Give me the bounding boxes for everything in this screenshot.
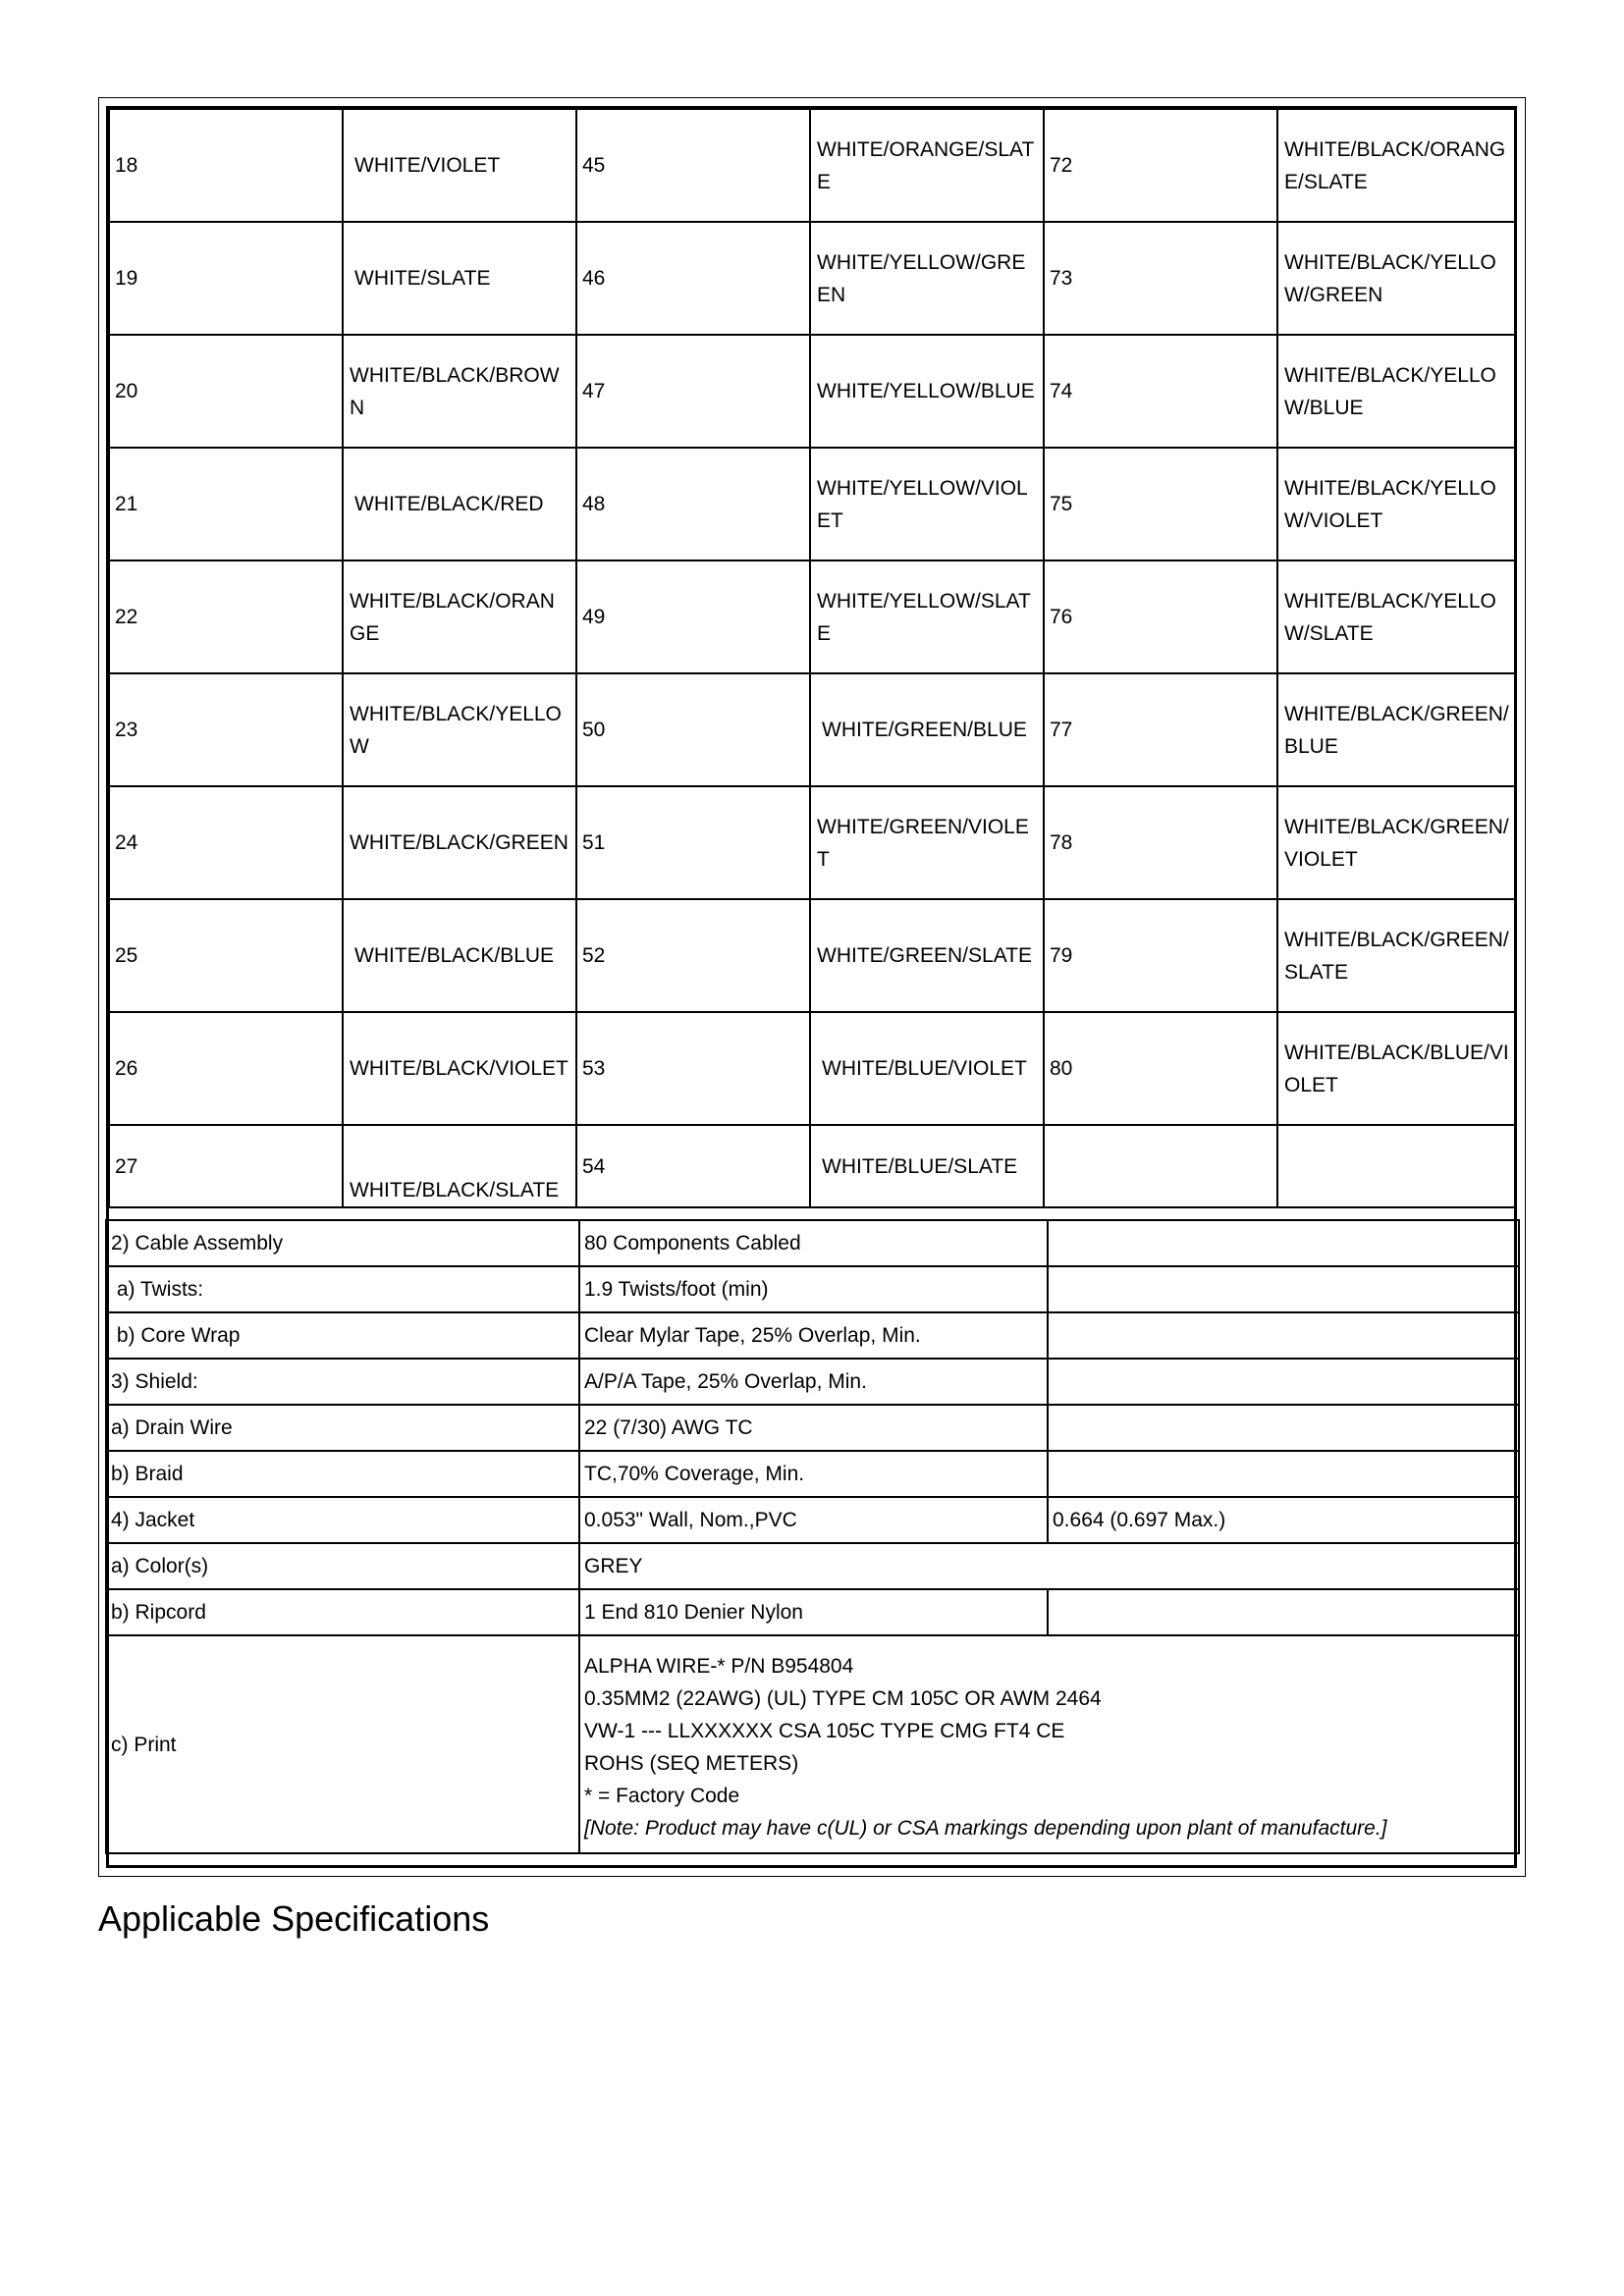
conductor-number: 51 — [576, 786, 810, 899]
spec-row-colors — [106, 1543, 1519, 1589]
conductor-number: 24 — [109, 786, 343, 899]
conductor-color: WHITE/BLACK/VIOLET — [343, 1012, 576, 1125]
spec-value: 80 Components Cabled — [579, 1220, 1048, 1266]
color-code-row — [109, 448, 1516, 561]
conductor-color: WHITE/YELLOW/GREEN — [810, 222, 1044, 335]
color-code-row — [109, 561, 1516, 673]
spec-value: TC,70% Coverage, Min. — [579, 1451, 1048, 1497]
spec-row-core-wrap — [106, 1312, 1519, 1359]
conductor-number: 27 — [109, 1125, 343, 1207]
color-code-row — [109, 673, 1516, 786]
print-line: ALPHA WIRE-* P/N B954804 — [584, 1655, 854, 1678]
conductor-color: WHITE/BLACK/YELLOW/BLUE — [1277, 335, 1516, 448]
spec-row-cable-assembly — [106, 1220, 1519, 1266]
conductor-color: WHITE/BLACK/YELLOW — [343, 673, 576, 786]
conductor-color: WHITE/YELLOW/SLATE — [810, 561, 1044, 673]
conductor-color: WHITE/BLACK/BLUE — [343, 899, 576, 1012]
color-code-row — [109, 899, 1516, 1012]
color-code-row — [109, 335, 1516, 448]
conductor-color: WHITE/BLACK/BROWN — [343, 335, 576, 448]
spec-row-braid — [106, 1451, 1519, 1497]
conductor-number: 26 — [109, 1012, 343, 1125]
conductor-color: WHITE/BLACK/RED — [343, 448, 576, 561]
conductor-number: 78 — [1044, 786, 1277, 899]
conductor-color: WHITE/BLUE/VIOLET — [810, 1012, 1044, 1125]
spec-extra — [1048, 1589, 1519, 1635]
conductor-number: 19 — [109, 222, 343, 335]
conductor-number: 76 — [1044, 561, 1277, 673]
conductor-color: WHITE/GREEN/SLATE — [810, 899, 1044, 1012]
color-code-row — [109, 1125, 1516, 1207]
spec-row-ripcord — [106, 1589, 1519, 1635]
spec-extra — [1048, 1359, 1519, 1405]
print-note: [Note: Product may have c(UL) or CSA markings depending upon plant of manufacture.] — [584, 1817, 1387, 1840]
conductor-number: 47 — [576, 335, 810, 448]
conductor-number: 20 — [109, 335, 343, 448]
spec-row-print — [106, 1635, 1519, 1853]
spec-value: 22 (7/30) AWG TC — [579, 1405, 1048, 1451]
print-line: * = Factory Code — [584, 1785, 740, 1807]
print-line: ROHS (SEQ METERS) — [584, 1752, 799, 1775]
conductor-color: WHITE/GREEN/VIOLET — [810, 786, 1044, 899]
print-line: VW-1 --- LLXXXXXX CSA 105C TYPE CMG FT4 CE — [584, 1720, 1065, 1742]
conductor-color: WHITE/BLACK/GREEN/VIOLET — [1277, 786, 1516, 899]
spec-value: GREY — [579, 1543, 1519, 1589]
conductor-number: 22 — [109, 561, 343, 673]
print-line: 0.35MM2 (22AWG) (UL) TYPE CM 105C OR AWM 2464 — [584, 1687, 1102, 1710]
conductor-color: WHITE/ORANGE/SLATE — [810, 109, 1044, 222]
cable-specs-table — [105, 1219, 1520, 1854]
conductor-color: WHITE/BLACK/BLUE/VIOLET — [1277, 1012, 1516, 1125]
conductor-color — [1277, 1125, 1516, 1207]
spec-value: A/P/A Tape, 25% Overlap, Min. — [579, 1359, 1048, 1405]
spec-label: a) Color(s) — [106, 1543, 579, 1589]
conductor-color: WHITE/BLACK/ORANGE — [343, 561, 576, 673]
spec-row-shield — [106, 1359, 1519, 1405]
spec-value: 1.9 Twists/foot (min) — [579, 1266, 1048, 1312]
conductor-color: WHITE/GREEN/BLUE — [810, 673, 1044, 786]
conductor-color: WHITE/BLUE/SLATE — [810, 1125, 1044, 1207]
conductor-color: WHITE/SLATE — [343, 222, 576, 335]
conductor-color: WHITE/BLACK/SLATE — [343, 1125, 576, 1207]
conductor-number: 77 — [1044, 673, 1277, 786]
conductor-color: WHITE/BLACK/GREEN — [343, 786, 576, 899]
spec-label: b) Core Wrap — [106, 1312, 579, 1359]
color-code-row — [109, 222, 1516, 335]
spec-row-drain-wire — [106, 1405, 1519, 1451]
conductor-number: 45 — [576, 109, 810, 222]
spec-row-twists — [106, 1266, 1519, 1312]
spec-label: a) Drain Wire — [106, 1405, 579, 1451]
conductor-number: 25 — [109, 899, 343, 1012]
conductor-color: WHITE/YELLOW/BLUE — [810, 335, 1044, 448]
conductor-number: 80 — [1044, 1012, 1277, 1125]
conductor-number: 18 — [109, 109, 343, 222]
conductor-color: WHITE/BLACK/ORANGE/SLATE — [1277, 109, 1516, 222]
conductor-number: 54 — [576, 1125, 810, 1207]
conductor-number: 46 — [576, 222, 810, 335]
spec-value: Clear Mylar Tape, 25% Overlap, Min. — [579, 1312, 1048, 1359]
conductor-number: 23 — [109, 673, 343, 786]
print-legend — [579, 1635, 1519, 1853]
spec-label: 2) Cable Assembly — [106, 1220, 579, 1266]
section-heading: Applicable Specifications — [98, 1898, 490, 1939]
spec-extra — [1048, 1220, 1519, 1266]
conductor-number: 50 — [576, 673, 810, 786]
spec-value: 0.053" Wall, Nom.,PVC — [579, 1497, 1048, 1543]
spec-value: 1 End 810 Denier Nylon — [579, 1589, 1048, 1635]
spec-label: 3) Shield: — [106, 1359, 579, 1405]
conductor-color: WHITE/BLACK/YELLOW/SLATE — [1277, 561, 1516, 673]
conductor-color: WHITE/BLACK/GREEN/SLATE — [1277, 899, 1516, 1012]
conductor-number: 73 — [1044, 222, 1277, 335]
color-code-row — [109, 109, 1516, 222]
conductor-color: WHITE/BLACK/YELLOW/GREEN — [1277, 222, 1516, 335]
spec-label: b) Braid — [106, 1451, 579, 1497]
spec-extra — [1048, 1266, 1519, 1312]
spec-label: a) Twists: — [106, 1266, 579, 1312]
spec-extra — [1048, 1451, 1519, 1497]
conductor-color: WHITE/BLACK/YELLOW/VIOLET — [1277, 448, 1516, 561]
conductor-number: 49 — [576, 561, 810, 673]
spec-extra: 0.664 (0.697 Max.) — [1048, 1497, 1519, 1543]
conductor-color: WHITE/VIOLET — [343, 109, 576, 222]
spec-row-jacket — [106, 1497, 1519, 1543]
conductor-color: WHITE/YELLOW/VIOLET — [810, 448, 1044, 561]
spec-label: b) Ripcord — [106, 1589, 579, 1635]
spec-extra — [1048, 1312, 1519, 1359]
conductor-color: WHITE/BLACK/GREEN/BLUE — [1277, 673, 1516, 786]
conductor-number: 53 — [576, 1012, 810, 1125]
conductor-number: 52 — [576, 899, 810, 1012]
color-code-table — [108, 108, 1517, 1208]
conductor-number: 75 — [1044, 448, 1277, 561]
conductor-number: 21 — [109, 448, 343, 561]
conductor-number: 72 — [1044, 109, 1277, 222]
color-code-row — [109, 1012, 1516, 1125]
conductor-number: 48 — [576, 448, 810, 561]
spec-label: c) Print — [106, 1635, 579, 1853]
spec-label: 4) Jacket — [106, 1497, 579, 1543]
conductor-number: 79 — [1044, 899, 1277, 1012]
color-code-row — [109, 786, 1516, 899]
conductor-number: 74 — [1044, 335, 1277, 448]
spec-extra — [1048, 1405, 1519, 1451]
conductor-number — [1044, 1125, 1277, 1207]
